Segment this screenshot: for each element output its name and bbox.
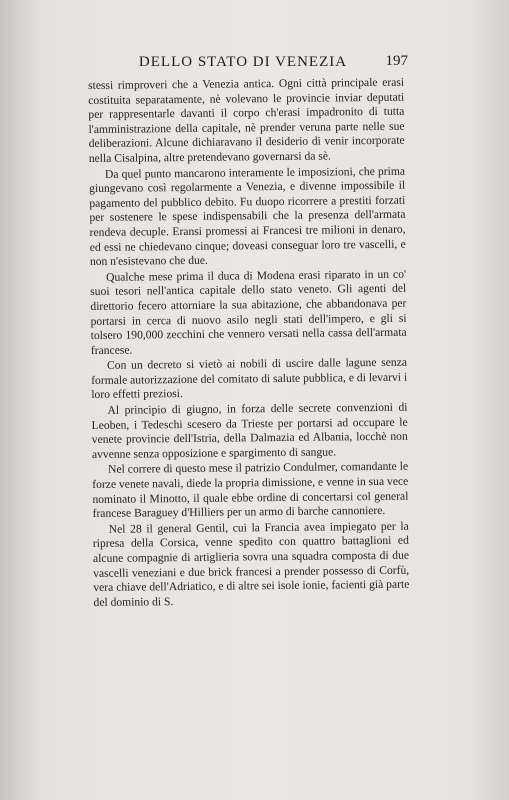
page-gutter-shadow	[0, 0, 38, 800]
page-header	[78, 54, 408, 74]
body-text	[88, 76, 410, 612]
paragraph: stessi rimproveri che a Venezia antica. Ogni città principale erasi costituita separatamente, nè volevano le provincie inviar deputati per rappresentarle davanti il corpo ch'erasi impadronito di tutta l'amministrazione della capitale, nè prender veruna parte nelle sue deliberazioni. Alcune dichiaravano il desiderio di venir incorporate nella Cisalpina, altre pretendevano governarsi da sè.	[88, 75, 405, 165]
paragraph: Nel correre di questo mese il patrizio Condulmer, comandante le forze venete navali, diede la propria dimissione, e venne in sua vece nominato il Minotto, il quale ebbe ordine di concertarsi col general francese Baraguey d'Hilliers per un armo di barche cannoniere.	[92, 460, 409, 521]
paragraph: Nel 28 il general Gentil, cui la Francia avea impiegato per la ripresa della Corsica, venne spedito con quattro battaglioni ed alcune compagnie di artiglieria sovra una squadra composta di due vascelli veneziani e due brick francesi a prender possesso di Corfù, vera chiave dell'Adriatico, e di altre sei isole ionie, facienti già parte del dominio di S.	[92, 519, 410, 609]
running-title: DELLO STATO DI VENEZIA	[138, 54, 348, 70]
paragraph: Da quel punto mancarono interamente le imposizioni, che prima giungevano così regolarmente a Venezia, e divenne impossibile il pagamento del pubblico debito. Fu duopo ricorrere a prestiti forzati per sostenere le spese indispensabili che la presenza dell'armata rendeva decuple. Eransi promessi ai Francesi tre milioni in denaro, ed essi ne chiedevano cinque; doveasi conseguar loro tre vascelli, e non n'esistevano che due.	[89, 164, 406, 269]
paragraph: Al principio di giugno, in forza delle secrete convenzioni di Leoben, i Tedeschi scesero da Trieste per portarsi ad occupare le venete provincie dell'Istria, della Dalmazia ed Albania, locchè non avvenne senza opposizione e spargimento di sangue.	[91, 400, 408, 461]
paragraph: Qualche mese prima il duca di Modena erasi riparato in un co' suoi tesori nell'antica capitale dello stato veneto. Gli agenti del direttorio fecero attorniare la sua abitazione, che abbandonava per portarsi in cerca di nuovo asilo negli stati dell'impero, e gli si tolsero 190,000 zecchini che vennero versati nella cassa dell'armata francese.	[90, 267, 407, 357]
paragraph: Con un decreto si vietò ai nobili di uscire dalle lagune senza formale autorizzazione del comitato di salute pubblica, e di levarvi i loro effetti preziosi.	[91, 355, 408, 402]
page-number: 197	[385, 53, 408, 69]
